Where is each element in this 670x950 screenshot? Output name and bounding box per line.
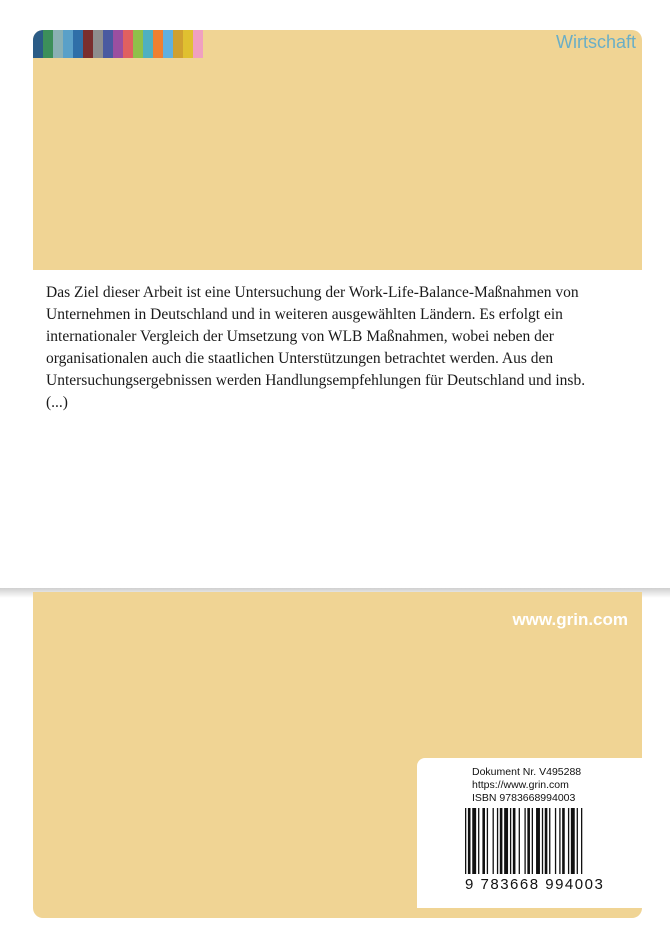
- barcode-bar: [519, 808, 520, 874]
- color-strip: [173, 30, 183, 58]
- abstract-line: (...): [46, 394, 68, 411]
- barcode-bar: [545, 808, 548, 874]
- color-strip: [143, 30, 153, 58]
- barcode-bar: [559, 808, 560, 874]
- color-strip: [153, 30, 163, 58]
- color-strip: [63, 30, 73, 58]
- barcode-bar: [581, 808, 582, 874]
- color-strip: [33, 30, 43, 58]
- barcode-digits: 9 783668 994003: [465, 876, 605, 893]
- barcode-bar: [577, 808, 578, 874]
- abstract-line: organisationalen auch die staatlichen Unterstützungen betrachtet werden. Aus den: [46, 350, 554, 367]
- color-strip: [183, 30, 193, 58]
- barcode-bar: [497, 808, 498, 874]
- abstract-line: Untersuchungsergebnissen werden Handlungsempfehlungen für Deutschland und insb.: [46, 372, 586, 389]
- barcode-bar: [524, 808, 525, 874]
- abstract-text: [46, 282, 626, 414]
- barcode-bar: [465, 808, 466, 874]
- color-strip: [113, 30, 123, 58]
- barcode-bar: [504, 808, 508, 874]
- barcode-bar: [568, 808, 569, 874]
- barcode-bar: [482, 808, 485, 874]
- barcode-bar: [493, 808, 494, 874]
- barcode-bar: [487, 808, 488, 874]
- abstract-line: Das Ziel dieser Arbeit ist eine Untersuchung der Work-Life-Balance-Maßnahmen von: [46, 284, 579, 301]
- color-strips: [33, 30, 203, 58]
- barcode-bar: [532, 808, 533, 874]
- document-meta: [472, 766, 581, 805]
- color-strip: [103, 30, 113, 58]
- barcode-bar: [472, 808, 476, 874]
- barcode-bar: [549, 808, 550, 874]
- barcode-icon: [465, 808, 625, 874]
- barcode-bar: [555, 808, 556, 874]
- abstract-line: internationaler Vergleich der Umsetzung von WLB Maßnahmen, wobei neben der: [46, 328, 554, 345]
- color-strip: [83, 30, 93, 58]
- category-label: Wirtschaft: [555, 32, 636, 52]
- barcode-bar: [468, 808, 471, 874]
- barcode-bar: [527, 808, 530, 874]
- color-strip: [133, 30, 143, 58]
- cover-bottom: [33, 592, 642, 918]
- color-strip: [73, 30, 83, 58]
- barcode-bar: [562, 808, 565, 874]
- barcode-bar: [478, 808, 479, 874]
- barcode-bar: [513, 808, 516, 874]
- color-strip: [123, 30, 133, 58]
- isbn: ISBN 9783668994003: [472, 792, 576, 804]
- barcode-bar: [536, 808, 540, 874]
- color-strip: [43, 30, 53, 58]
- color-strip: [163, 30, 173, 58]
- color-strip: [53, 30, 63, 58]
- cover-top: [33, 30, 642, 270]
- barcode-bar: [510, 808, 511, 874]
- document-number: Dokument Nr. V495288: [472, 766, 582, 778]
- color-strip: [93, 30, 103, 58]
- abstract-panel: [33, 270, 642, 590]
- barcode-bar: [571, 808, 575, 874]
- color-strip: [193, 30, 203, 58]
- document-website: https://www.grin.com: [472, 779, 569, 791]
- barcode-bar: [542, 808, 543, 874]
- abstract-line: Unternehmen in Deutschland und in weiteren ausgewählten Ländern. Es erfolgt ein: [46, 306, 563, 323]
- barcode-bar: [500, 808, 503, 874]
- barcode-box: [417, 758, 642, 908]
- publisher-url[interactable]: www.grin.com: [512, 610, 628, 629]
